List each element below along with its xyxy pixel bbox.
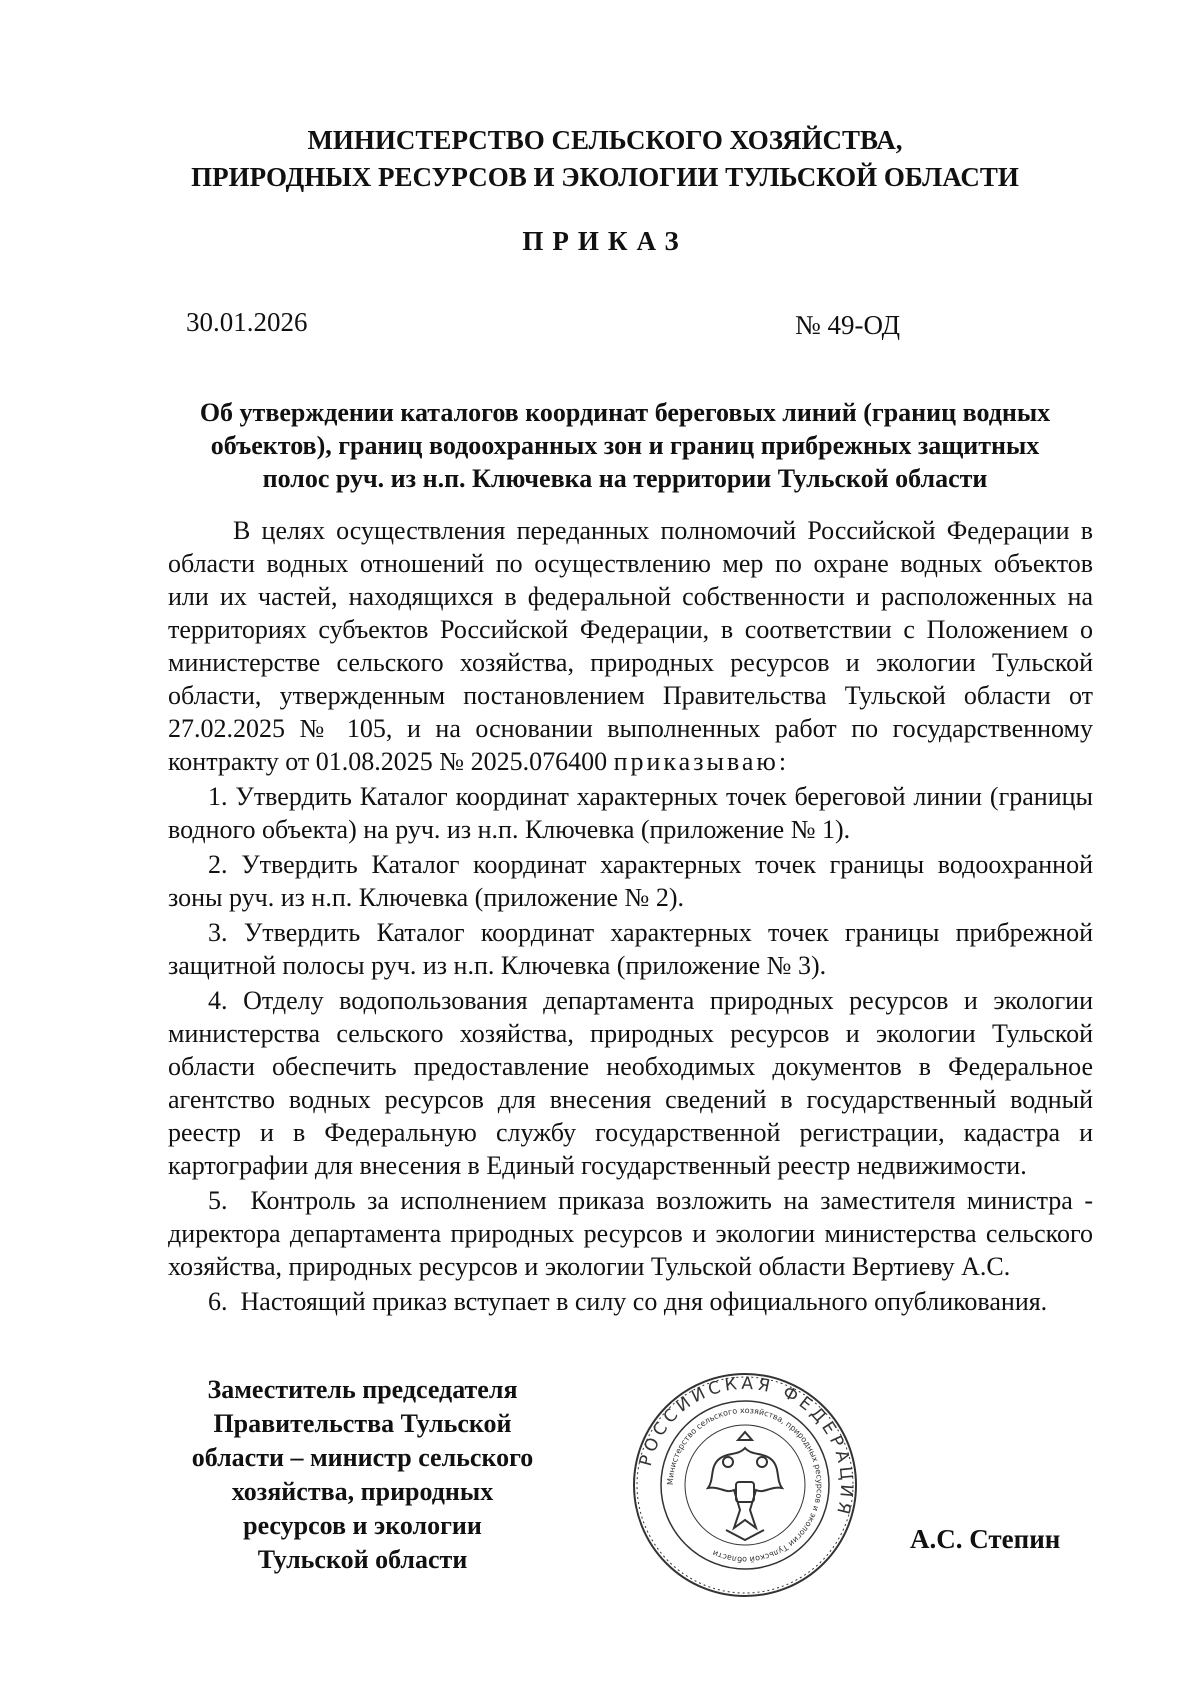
item-number: 4. xyxy=(208,986,228,1015)
official-seal xyxy=(630,1370,860,1600)
seal-outer-text: РОССИЙСКАЯ ФЕДЕРАЦИЯ xyxy=(635,1373,857,1520)
item-text: Контроль за исполнением приказа возложить на заместителя министра - директора департамента природных ресурсов и экологии министерства сельского хозяйства, природных ресурсов и экологии Тульской области Вертиеву А.С. xyxy=(168,1186,1093,1281)
ministry-name xyxy=(150,122,1060,196)
order-item xyxy=(168,984,1093,1182)
order-item xyxy=(168,1184,1093,1283)
document-body xyxy=(168,514,1093,1318)
item-text: Отделу водопользования департамента природных ресурсов и экологии министерства сельского хозяйства, природных ресурсов и экологии Тульской области обеспечить предоставление необходимых документов в Федеральное агентство водных ресурсов для внесения сведений в государственный водный реестр и в Федеральную службу государственной регистрации, кадастра и картографии для внесения в Единый государственный реестр недвижимости. xyxy=(168,986,1094,1180)
subject-line-2: объектов), границ водоохранных зон и границ прибрежных защитных xyxy=(210,431,1040,460)
preamble-text: В целях осуществления переданных полномочий Российской Федерации в области водных отношений по осуществлению мер по охране водных объектов или их частей, находящихся в федеральной собственности и расположенных на территориях субъектов Российской Федерации, в соответствии с Положением о министерстве сельского хозяйства, природных ресурсов и экологии Тульской области, утвержденным постановлением Правительства Тульской области от 27.02.2025 № 105, и на основании выполненных работ по государственному контракту от 01.08.2025 № 2025.076400 xyxy=(168,516,1093,776)
item-number: 6. xyxy=(208,1287,228,1316)
seal-middle-ring xyxy=(661,1401,829,1569)
item-number: 3. xyxy=(208,918,228,947)
double-headed-eagle-icon xyxy=(708,1432,782,1540)
preamble-paragraph xyxy=(168,514,1093,778)
signer-line-4: хозяйства, природных xyxy=(231,1477,494,1506)
order-item xyxy=(168,1285,1093,1318)
order-word: приказываю: xyxy=(613,747,790,776)
item-text: Утвердить Каталог координат характерных точек границы прибрежной защитной полосы руч. из н.п. Ключевка (приложение № 3). xyxy=(168,918,1094,980)
seal-inner-text: Министерство сельского хозяйства, природных ресурсов и экологии Тульской области xyxy=(665,1405,825,1565)
ministry-line-1: МИНИСТЕРСТВО СЕЛЬСКОГО ХОЗЯЙСТВА, xyxy=(307,125,903,155)
signer-line-2: Правительства Тульской xyxy=(213,1409,512,1438)
signer-line-5: ресурсов и экологии xyxy=(243,1511,482,1540)
order-item xyxy=(168,780,1093,846)
ministry-line-2: ПРИРОДНЫХ РЕСУРСОВ И ЭКОЛОГИИ ТУЛЬСКОЙ ОБЛАСТИ xyxy=(191,162,1019,192)
signer-line-6: Тульской области xyxy=(257,1545,468,1574)
document-type: ПРИКАЗ xyxy=(522,226,688,256)
item-text: Утвердить Каталог координат характерных точек границы водоохранной зоны руч. из н.п. Ключевка (приложение № 2). xyxy=(168,850,1094,912)
item-number: 2. xyxy=(208,850,228,879)
signer-line-3: области – министр сельского xyxy=(191,1443,534,1472)
document-number: № 49-ОД xyxy=(795,310,901,340)
document-date: 30.01.2026 xyxy=(186,307,308,337)
seal-inner-ring xyxy=(685,1425,805,1545)
order-item xyxy=(168,916,1093,982)
item-number: 1. xyxy=(208,782,228,811)
item-number: 5. xyxy=(208,1186,228,1215)
document-subject xyxy=(175,396,1075,495)
subject-line-1: Об утверждении каталогов координат береговых линий (границ водных xyxy=(199,398,1051,427)
item-text: Утвердить Каталог координат характерных точек береговой линии (границы водного объекта) на руч. из н.п. Ключевка (приложение № 1). xyxy=(168,782,1093,844)
signer-title xyxy=(165,1373,560,1577)
signer-name: А.С. Степин xyxy=(910,1524,1061,1554)
item-text: Настоящий приказ вступает в силу со дня официального опубликования. xyxy=(240,1287,1048,1316)
subject-line-3: полос руч. из н.п. Ключевка на территории Тульской области xyxy=(262,464,988,493)
order-item xyxy=(168,848,1093,914)
signer-line-1: Заместитель председателя xyxy=(207,1375,518,1404)
